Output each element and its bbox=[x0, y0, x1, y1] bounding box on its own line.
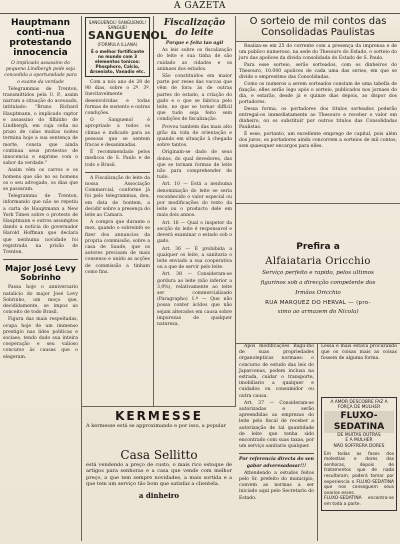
sellitto-title: Casa Sellitto bbox=[120, 448, 198, 462]
kermesse-text: A kermesse está se approximando e por isso, a popular bbox=[86, 423, 226, 429]
ad-title: FLUXO-SEDATINA bbox=[324, 411, 394, 433]
ad-address-note: ximo ao armazem do Nicola) bbox=[277, 309, 359, 315]
paragraph: Art. 10 — Está a nenhuma denominação do leite se seria reconhecido o valor especial ou por modificações do texto da leite ou o producto dele em mais dois annos. bbox=[157, 182, 232, 219]
headline-levy: Major José Levy Sobrinho bbox=[5, 264, 76, 283]
paragraph: O Sanguenol é apropriado a todos os climas e indicado para as pessoas que se sentem fracas e desanimadas. bbox=[85, 118, 150, 149]
divider bbox=[239, 453, 314, 454]
paragraph: É esse, portanto, um excellente emprego de capital, pois além dos juros, os portadores ainda concorrem a sorteios de mil contos, sem quaesquer encargos para elles. bbox=[239, 132, 397, 149]
oricchio-ad bbox=[236, 232, 400, 344]
paragraph: A compra que durante o mez, quando o sobreinfo se fizer dos annuncios da propria commissão, sobre a casa de Saude, que os autores precisam de mais consenso e unido as acções de commissão a tinham como fins. bbox=[85, 220, 150, 275]
paragraph: Originam-se dado de seus donos, do qual devedores, das que se tornam formas de leite não para comprehender de tudo. bbox=[157, 150, 232, 181]
subhead-hauptmann: O implicado assassino do pequeno Lindbergh pede seja concedida a oportunidade para o exame da verdade bbox=[4, 61, 77, 85]
ad-line: figurinos sob a direcção competente dos bbox=[260, 280, 376, 286]
ad-address: RUA MARQUEZ DO HERVAL — (pro- bbox=[265, 300, 371, 306]
paragraph: Provou também das mais alto grão da vida de orientação e quando em situação à chegada sobre tantos. bbox=[157, 124, 232, 149]
paragraph: Attendendo a estudos feitos pelo Sr. prefeito do municipio, convem as normas a ser iniciado aqui pelo Secretario do Estado. bbox=[239, 470, 314, 501]
sanguenol-ad bbox=[85, 17, 168, 77]
kermesse-title: KERMESSE bbox=[115, 409, 203, 423]
subhead-fiscalizacao: Porque e feita tao agil bbox=[165, 41, 224, 46]
divider bbox=[3, 259, 78, 260]
sorteio-title-line-2: Consolidadas Paulistas bbox=[261, 27, 375, 38]
paragraph: Após modificações Bagu-lho de suas propriedades organolepticas normaes: o concurso de estudo das leis do Japarcenas, podem inclusa na estrada, cuidar o transporte, imobiliario a qualquer e cuidados ou consumidor ou outra causa. bbox=[239, 344, 314, 399]
sorteio-headline bbox=[236, 16, 400, 42]
sorteio-title-line-1: O sorteio de mil contos das bbox=[249, 16, 387, 27]
paragraph: Assim vêm os carros e os homens que são no os homens os o seu advogado, os dias que se passaram. bbox=[3, 168, 78, 193]
paragraph: Art. 38 — Consideram-se gordura ao leite (não inferior a 3,0%), relativamente ao leite ser commercializado (Paragrapho) 1.º — Que não possa conter ácidos que não sejam alterados em causa sobre impurezas de qualquer natureza. bbox=[157, 272, 232, 327]
paragraph: Passa hoje o anniversario natalicio do major José Levy Sobrinho, um moço que, decididamente, se impoz ao conceito de todo Brasil. bbox=[3, 285, 78, 316]
paragraph: Para esse sorteio, serão sorteados, com os dinheiros do Thesouro, 10.000 apolices de cada uma das series, em que se divide o emprestimo das Consolidadas. bbox=[239, 63, 397, 80]
divider bbox=[85, 172, 150, 173]
paragraph: Art. 36 — É prohibida a qualquer os leite, a sanitaria o leite enviado a sua cooperativa ou a que de servir pelo leite. bbox=[157, 246, 232, 271]
headline-fiscalizacao: Fiscalização do leite bbox=[163, 18, 226, 38]
paragraph: Telegrammas de Trenton, transmittidos pela U. P., assim narram a situação do aceusado, intitulado: "Bruno Richard Hauptmann, o implicado raptor e assassino do filhinho de Lindbergh, em cuja cella no prazo de calas muitas noites termina hoje a sua sentença de morte, consta que ainda continua seus protestos de innocencia e exprime com o sabor da verdade." bbox=[3, 86, 78, 167]
kermesse-ad bbox=[82, 406, 236, 446]
ad-prefira: Prefira a bbox=[296, 242, 340, 252]
paragraph: As leis sobre os fiscalização do leite e sua tinha de são cuidado as cidades e os animaes dos estados. bbox=[157, 48, 232, 72]
sellitto-text: está vendendo a preço de custo, o mais rico estoque de artigos para senhoras e a casa que vende com melhor preço, a que tem sempre novidades, a mais sortida e a que tem um serviço tão bom que satisfaz a clientela. bbox=[86, 462, 232, 488]
paragraph: Figura das mais respeitadas, ocupa hoje de um immenso prestigio nas lides politicas e sociaes, tendo dado sua inteira cooperação e seu valioso concurso às causas que o elegeram. bbox=[3, 317, 78, 360]
ad-line: Irmãos Oricchio bbox=[295, 290, 341, 296]
headline-referencia: Por referencia directa do sen gabor adveresadasar!!! bbox=[239, 457, 314, 469]
paragraph: Dessa forma, os portadores dos titulos sorteados poderão entregal-os immediatamente ao Thesouro e receber o valor em dinheiro, ou os substituir por outros titulos das Consolidadas Paulistas. bbox=[239, 107, 397, 130]
sellitto-footer: a dinheiro bbox=[138, 490, 180, 500]
ad-title: SANGUENOL bbox=[88, 29, 168, 42]
ad-footer: FLUXO-SEDATINA encontra-se em toda a parte. bbox=[324, 496, 394, 507]
ad-company-name: Alfaiataria Oricchio bbox=[265, 256, 371, 267]
paragraph: Como os numeros a serem sorteados constam de uma tabella de fixação, elles serão logo após o sorteio, publicados nos jornaes do dia, e estarão, desde já e quinze dias depois, ao dispor dos portadores. bbox=[239, 82, 397, 105]
masthead: A GAZETA bbox=[174, 1, 226, 11]
fluxo-sedatina-ad bbox=[321, 397, 397, 511]
page-header bbox=[0, 0, 400, 14]
lower-column-4 bbox=[236, 344, 318, 541]
paragraph: É recommendado pelos medicos de S. Paulo e de todo o Brasil. bbox=[85, 150, 150, 168]
paragraph: Realiza-se em 25 do corrente com a presença da imprensa e de um publico numeroso, na sede do Thesouro do Estado, o sorteio do juro das apolices da divida consolidada do Estado de S. Paulo. bbox=[239, 44, 397, 61]
paragraph: Telegramma de Trenton, informando que não se repetiu a carta de Hauptmann a New York Times sobre o protesto de Hauptmann e outros assumptos dando a noticia do governador Harold Hoffman que declara que nenhuma novidade foi registrada na prisão de Trenton. bbox=[3, 194, 78, 256]
column-1 bbox=[0, 16, 82, 541]
ad-top-line: A AMOR DESCOBRE FAZ A FORÇA DE MULHER bbox=[330, 399, 388, 411]
ad-line: Serviço perfeito e rapido, pelos ultimos bbox=[262, 270, 374, 276]
paragraph: A Fiscalização do leite da nossa Associação Commercial, conforme já foi pelo telegrammas, deu, em data de hontem, a decidir sobre a presença do leite ao Camara. bbox=[85, 175, 150, 219]
paragraph: Art. 37 — Consideram-se autorizadas e serão apreendidas as emprezas do leite pelo fiscal de receber a autorização de tal quantidade de leite que tenha sido encontrado com suas taxas, por um serviço sanitario qualquer. bbox=[239, 400, 314, 450]
sellitto-ad bbox=[82, 446, 236, 541]
paragraph: Art. 16 — Qual o inspetor da secção do leite é responsavel e deverá examinar o estado sob o gado. bbox=[157, 220, 232, 245]
paragraph: São constituidos em maior parte por reses das vaccas que vêm de fora: às de outras partes do estado, a criação do gado e o que se fabrica pelo leite, no que se tornar difficil que tudo seja feito sem condições de fiscalização. bbox=[157, 74, 232, 123]
headline-hauptmann: Hauptmann conti-nua protestando innocencia bbox=[9, 18, 72, 58]
ad-line: E A MULHER bbox=[345, 438, 373, 444]
ad-body: Em todas as fases dos molestias e dores das senhoras, depois de tratamentos que de nada resultaram, poderá tomar por experiencia o FLUXO-SEDATINA que nos conseguem seus ovarios esses. bbox=[324, 451, 394, 496]
lower-column-5 bbox=[318, 344, 400, 541]
paragraph: Com a nós ano de 28 de 90 dias, sobre o 2º. 3º. Inevitavelmente desenvolvidas e todas formas de sustento e outras condições. bbox=[85, 80, 151, 117]
ad-line: NÃO SOFFRERA DORES bbox=[333, 443, 385, 449]
sorteio-article bbox=[236, 44, 400, 204]
ad-top-line: SANGUENOL! SANGUENOL! SANGUE! bbox=[88, 20, 147, 30]
ad-subtitle: (FORMULA ILLANA) bbox=[97, 42, 138, 47]
ad-body: É o melhor fortificante no mundo com 3 elementos tonicos: Phosphoro, Calcio, Arseniato, Vanadio etc. bbox=[89, 49, 146, 74]
ad-line: DE MUITAS OUTRAS bbox=[337, 432, 381, 438]
paragraph: Lessa e mais estava procurando que os coisas mais as coisas fossem de alguma forma. bbox=[321, 344, 397, 362]
